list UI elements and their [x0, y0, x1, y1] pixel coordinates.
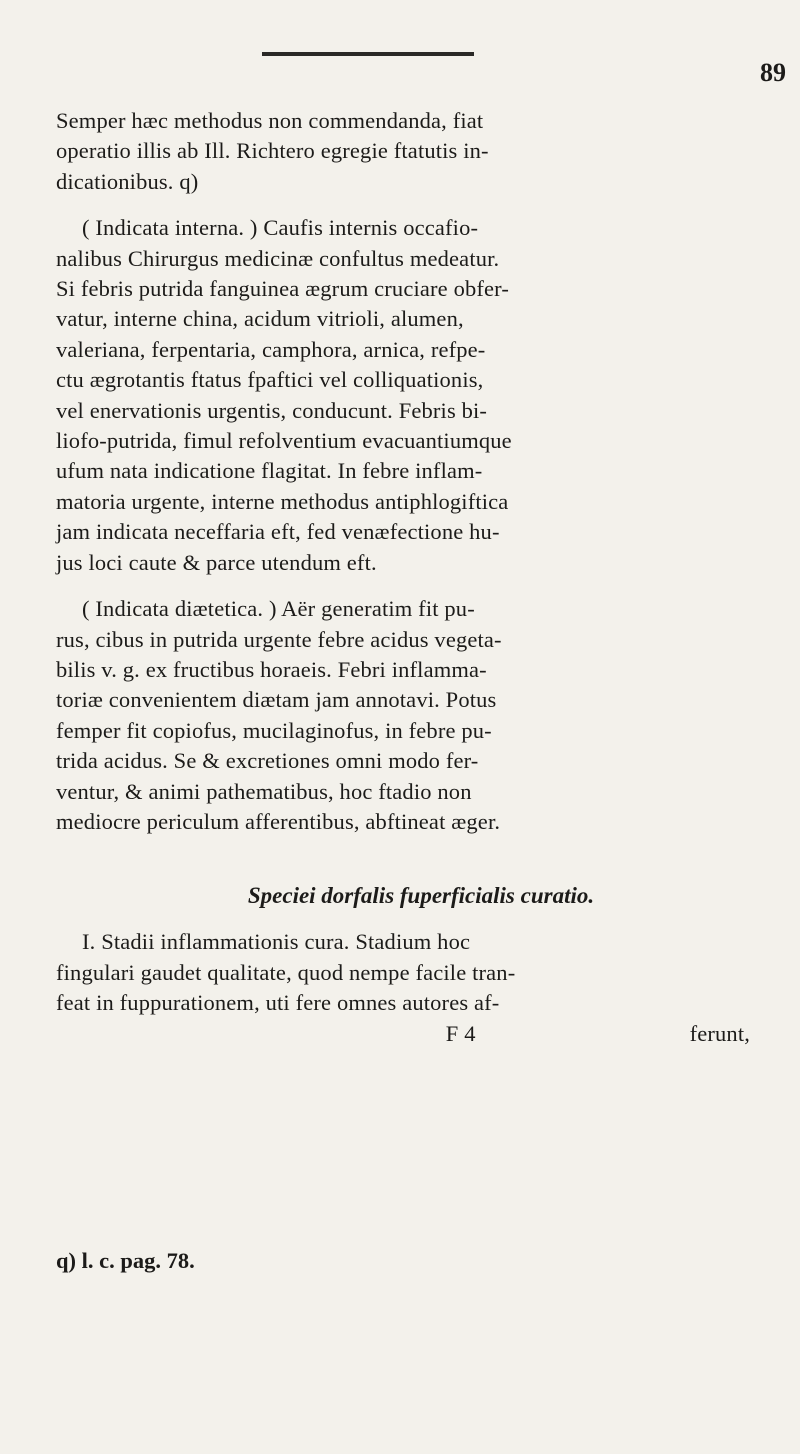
text-line: fingulari gaudet qualitate, quod nempe facile tran-: [56, 959, 516, 985]
text-line: vatur, interne china, acidum vitrioli, alumen,: [56, 306, 464, 332]
text-line: I. Stadii inflammationis cura. Stadium hoc: [82, 929, 471, 955]
text-line: jus loci caute & parce utendum eft.: [56, 549, 377, 575]
text-line: ufum nata indicatione flagitat. In febre inflam-: [56, 458, 483, 484]
signature-mark: F 4: [445, 1020, 476, 1046]
text-line: feat in fuppurationem, uti fere omnes autores af-: [56, 990, 500, 1016]
text-line: femper fit copiofus, mucilaginofus, in febre pu-: [56, 717, 492, 743]
text-line: ( Indicata interna. ) Caufis internis occafio-: [82, 215, 479, 241]
page-number: 89: [760, 58, 786, 87]
text-line: toriæ convenientem diætam jam annotavi. Potus: [56, 687, 497, 713]
text-line: mediocre periculum afferentibus, abftineat æger.: [56, 808, 501, 834]
text-line: vel enervationis urgentis, conducunt. Febris bi-: [56, 397, 488, 423]
text-line: Semper hæc methodus non commendanda, fiat: [56, 108, 484, 133]
signature-line: [56, 1019, 776, 1049]
catchword: ferunt,: [689, 1020, 750, 1046]
paragraph-gap: [56, 197, 776, 213]
text-line: trida acidus. Se & excretiones omni modo fer-: [56, 748, 479, 774]
text-line: Si febris putrida fanguinea ægrum cruciare obfer-: [56, 276, 509, 302]
text-line: valeriana, ferpentaria, camphora, arnica, refpe-: [56, 336, 486, 362]
text-line: dicationibus. q): [56, 168, 199, 194]
text-line: nalibus Chirurgus medicinæ confultus medeatur.: [56, 245, 500, 271]
main-text: [56, 106, 776, 1049]
footnote: q) l. c. pag. 78.: [56, 1248, 195, 1273]
text-line: liofo-putrida, fimul refolventium evacuantiumque: [56, 428, 512, 454]
paragraph-gap: [56, 578, 776, 594]
paragraph-gap: [56, 911, 776, 927]
text-line: ( Indicata diætetica. ) Aër generatim fit pu-: [82, 596, 475, 622]
section-heading: Speciei dorfalis fuperficialis curatio.: [247, 883, 595, 909]
text-line: bilis v. g. ex fructibus horaeis. Febri inflamma-: [56, 656, 487, 682]
text-line: rus, cibus in putrida urgente febre acidus vegeta-: [56, 626, 502, 652]
text-line: ventur, & animi pathematibus, hoc ftadio non: [56, 778, 472, 804]
section-gap: [56, 837, 776, 881]
header-rule: [262, 52, 474, 56]
text-line: jam indicata neceffaria eft, fed venæfectione hu-: [56, 519, 500, 545]
text-line: ctu ægrotantis ftatus fpaftici vel colliquationis,: [56, 367, 484, 393]
text-line: operatio illis ab Ill. Richtero egregie ftatutis in-: [56, 138, 489, 164]
text-line: matoria urgente, interne methodus antiphlogiftica: [56, 488, 509, 514]
